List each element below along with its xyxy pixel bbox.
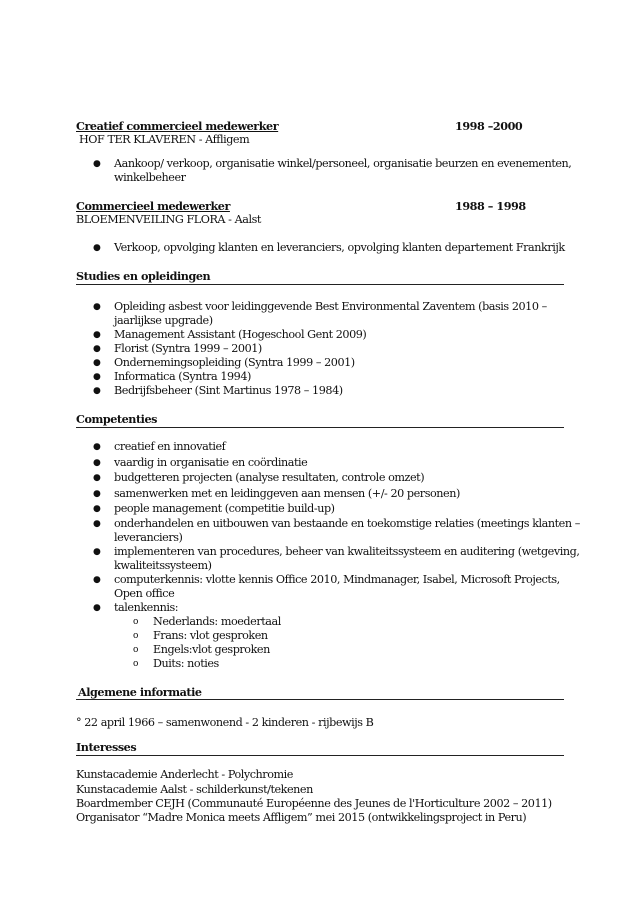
job-title: Creatief commercieel medewerker bbox=[76, 119, 279, 133]
bullet-icon: ● bbox=[93, 603, 101, 613]
section-divider bbox=[76, 699, 564, 700]
sub-bullet-icon: o bbox=[133, 617, 139, 627]
list-item: Opleiding asbest voor leidinggevende Best Environmental Zaventem (basis 2010 – bbox=[114, 300, 547, 313]
section-divider bbox=[76, 427, 564, 428]
list-item: budgetteren projecten (analyse resultaten, controle omzet) bbox=[114, 471, 425, 484]
language-item: Engels:vlot gesproken bbox=[153, 643, 270, 656]
list-item-cont: leveranciers) bbox=[114, 531, 183, 544]
interest-line: Organisator “Madre Monica meets Affligem” mei 2015 (ontwikkelingsproject in Peru) bbox=[76, 811, 527, 824]
bullet-icon: ● bbox=[93, 547, 101, 557]
bullet-icon: ● bbox=[93, 302, 101, 312]
bullet-icon: ● bbox=[93, 575, 101, 585]
language-item: Frans: vlot gesproken bbox=[153, 629, 268, 642]
bullet-icon: ● bbox=[93, 489, 101, 499]
job-employer: BLOEMENVEILING FLORA - Aalst bbox=[76, 213, 261, 226]
sub-bullet-icon: o bbox=[133, 659, 139, 669]
list-item-cont: jaarlijkse upgrade) bbox=[114, 314, 213, 327]
list-item: samenwerken met en leidinggeven aan mensen (+/- 20 personen) bbox=[114, 487, 460, 500]
bullet-icon: ● bbox=[93, 344, 101, 354]
bullet-icon: ● bbox=[93, 473, 101, 483]
list-item: talenkennis: bbox=[114, 601, 179, 614]
list-item: Florist (Syntra 1999 – 2001) bbox=[114, 342, 262, 355]
list-item: onderhandelen en uitbouwen van bestaande en toekomstige relaties (meetings klanten – bbox=[114, 517, 580, 530]
list-item: Management Assistant (Hogeschool Gent 2009) bbox=[114, 328, 367, 341]
job-bullet: Verkoop, opvolging klanten en leveranciers, opvolging klanten departement Frankrijk bbox=[114, 241, 565, 254]
list-item: computerkennis: vlotte kennis Office 2010, Mindmanager, Isabel, Microsoft Projects, bbox=[114, 573, 560, 586]
bullet-icon: ● bbox=[93, 519, 101, 529]
bullet-icon: ● bbox=[93, 442, 101, 452]
list-item-cont: Open office bbox=[114, 587, 175, 600]
section-heading-general: Algemene informatie bbox=[78, 685, 202, 699]
sub-bullet-icon: o bbox=[133, 631, 139, 641]
list-item-cont: kwaliteitssysteem) bbox=[114, 559, 212, 572]
list-item: Informatica (Syntra 1994) bbox=[114, 370, 251, 383]
list-item: vaardig in organisatie en coördinatie bbox=[114, 456, 308, 469]
section-heading-studies: Studies en opleidingen bbox=[76, 269, 211, 283]
job-title: Commercieel medewerker bbox=[76, 199, 230, 213]
bullet-icon: ● bbox=[93, 159, 101, 169]
interest-line: Boardmember CEJH (Communauté Européenne des Jeunes de l'Horticulture 2002 – 2011) bbox=[76, 797, 552, 810]
job-bullet-cont: winkelbeheer bbox=[114, 171, 186, 184]
list-item: Ondernemingsopleiding (Syntra 1999 – 2001) bbox=[114, 356, 355, 369]
job-period: 1998 –2000 bbox=[455, 119, 523, 133]
job-bullet: Aankoop/ verkoop, organisatie winkel/personeel, organisatie beurzen en evenementen, bbox=[114, 157, 572, 170]
bullet-icon: ● bbox=[93, 386, 101, 396]
list-item: Bedrijfsbeheer (Sint Martinus 1978 – 1984) bbox=[114, 384, 343, 397]
section-divider bbox=[76, 284, 564, 285]
list-item: implementeren van procedures, beheer van kwaliteitssysteem en auditering (wetgeving, bbox=[114, 545, 580, 558]
language-item: Duits: noties bbox=[153, 657, 219, 670]
interest-line: Kunstacademie Anderlecht - Polychromie bbox=[76, 768, 293, 781]
section-heading-interests: Interesses bbox=[76, 740, 137, 754]
list-item: people management (competitie build-up) bbox=[114, 502, 335, 515]
list-item: creatief en innovatief bbox=[114, 440, 226, 453]
bullet-icon: ● bbox=[93, 243, 101, 253]
language-item: Nederlands: moedertaal bbox=[153, 615, 281, 628]
bullet-icon: ● bbox=[93, 358, 101, 368]
section-heading-competencies: Competenties bbox=[76, 412, 157, 426]
job-employer: HOF TER KLAVEREN - Affligem bbox=[79, 133, 250, 146]
bullet-icon: ● bbox=[93, 504, 101, 514]
sub-bullet-icon: o bbox=[133, 645, 139, 655]
bullet-icon: ● bbox=[93, 458, 101, 468]
bullet-icon: ● bbox=[93, 330, 101, 340]
interest-line: Kunstacademie Aalst - schilderkunst/tekenen bbox=[76, 783, 313, 796]
general-info-text: ° 22 april 1966 – samenwonend - 2 kinderen - rijbewijs B bbox=[76, 716, 374, 729]
job-period: 1988 – 1998 bbox=[455, 199, 526, 213]
bullet-icon: ● bbox=[93, 372, 101, 382]
section-divider bbox=[76, 755, 564, 756]
